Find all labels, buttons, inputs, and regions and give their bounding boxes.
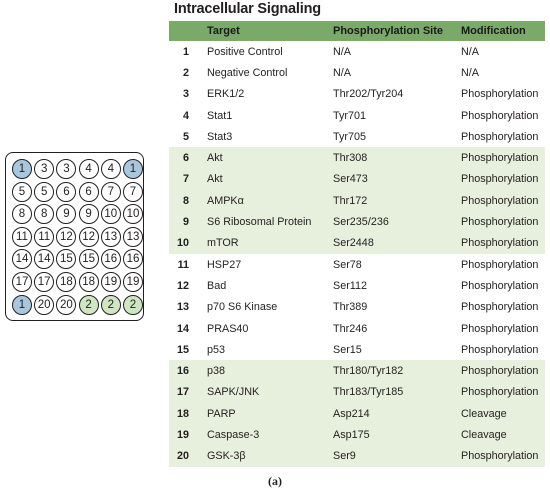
array-spot: 17 bbox=[34, 272, 54, 292]
row-target: AMPKα bbox=[207, 194, 244, 207]
row-number: 9 bbox=[182, 216, 189, 229]
row-modification: N/A bbox=[461, 45, 479, 58]
table-row bbox=[169, 382, 545, 403]
array-spot: 4 bbox=[79, 159, 99, 179]
row-target: GSK-3β bbox=[207, 450, 246, 463]
table-row bbox=[169, 403, 545, 424]
array-spot: 16 bbox=[101, 249, 121, 269]
row-site: Ser9 bbox=[333, 450, 356, 463]
row-target: ERK1/2 bbox=[207, 88, 245, 101]
array-spot: 18 bbox=[56, 272, 76, 292]
table-header bbox=[169, 21, 545, 41]
row-modification: Cleavage bbox=[461, 428, 507, 441]
header-site: Phosphorylation Site bbox=[333, 25, 444, 37]
table-row bbox=[169, 360, 545, 381]
table-row bbox=[169, 190, 545, 211]
table-row bbox=[169, 41, 545, 62]
row-number: 15 bbox=[176, 343, 189, 356]
row-target: Akt bbox=[207, 173, 223, 186]
row-modification: Phosphorylation bbox=[461, 343, 539, 356]
row-modification: Phosphorylation bbox=[461, 152, 539, 165]
table-row bbox=[169, 62, 545, 83]
table-row bbox=[169, 211, 545, 232]
antibody-array-map bbox=[5, 152, 144, 321]
row-modification: N/A bbox=[461, 66, 479, 79]
row-number: 10 bbox=[176, 237, 189, 250]
table-row bbox=[169, 339, 545, 360]
row-target: S6 Ribosomal Protein bbox=[207, 216, 312, 229]
array-spot: 11 bbox=[12, 227, 32, 247]
array-spot: 10 bbox=[123, 204, 143, 224]
array-spot: 11 bbox=[34, 227, 54, 247]
array-spot: 7 bbox=[101, 182, 121, 202]
array-spot: 1 bbox=[123, 159, 143, 179]
row-target: PRAS40 bbox=[207, 322, 249, 335]
array-spot: 13 bbox=[101, 227, 121, 247]
row-target: p70 S6 Kinase bbox=[207, 301, 278, 314]
array-spot: 18 bbox=[79, 272, 99, 292]
row-modification: Phosphorylation bbox=[461, 88, 539, 101]
array-spot: 12 bbox=[56, 227, 76, 247]
array-spot: 9 bbox=[79, 204, 99, 224]
row-site: N/A bbox=[333, 66, 351, 79]
table-row bbox=[169, 105, 545, 126]
row-site: N/A bbox=[333, 45, 351, 58]
row-modification: Phosphorylation bbox=[461, 216, 539, 229]
array-spot: 5 bbox=[12, 182, 32, 202]
array-spot: 6 bbox=[79, 182, 99, 202]
row-modification: Phosphorylation bbox=[461, 386, 539, 399]
row-target: Positive Control bbox=[207, 45, 283, 58]
table-row bbox=[169, 424, 545, 445]
row-site: Thr308 bbox=[333, 152, 368, 165]
table-title: Intracellular Signaling bbox=[174, 1, 321, 17]
row-number: 5 bbox=[182, 130, 189, 143]
row-site: Thr246 bbox=[333, 322, 368, 335]
array-spot: 16 bbox=[123, 249, 143, 269]
row-site: Ser473 bbox=[333, 173, 368, 186]
row-number: 16 bbox=[176, 365, 189, 378]
array-spot: 8 bbox=[34, 204, 54, 224]
row-modification: Phosphorylation bbox=[461, 258, 539, 271]
array-spot: 1 bbox=[12, 159, 32, 179]
table-row bbox=[169, 169, 545, 190]
table-row bbox=[169, 84, 545, 105]
row-number: 17 bbox=[176, 386, 189, 399]
array-spot: 8 bbox=[12, 204, 32, 224]
array-spot: 20 bbox=[34, 295, 54, 315]
row-number: 3 bbox=[182, 88, 189, 101]
row-number: 18 bbox=[176, 407, 189, 420]
table-row bbox=[169, 254, 545, 275]
row-number: 11 bbox=[177, 258, 189, 271]
table-row bbox=[169, 233, 545, 254]
row-modification: Phosphorylation bbox=[461, 109, 539, 122]
row-modification: Phosphorylation bbox=[461, 130, 539, 143]
array-spot: 13 bbox=[123, 227, 143, 247]
array-spot: 10 bbox=[101, 204, 121, 224]
row-site: Thr180/Tyr182 bbox=[333, 365, 404, 378]
row-number: 8 bbox=[182, 194, 189, 207]
row-modification: Phosphorylation bbox=[461, 450, 539, 463]
array-spot: 9 bbox=[56, 204, 76, 224]
figure-caption: (a) bbox=[268, 474, 282, 488]
row-target: mTOR bbox=[207, 237, 239, 250]
row-target: p53 bbox=[207, 343, 226, 356]
row-site: Asp214 bbox=[333, 407, 370, 420]
row-modification: Phosphorylation bbox=[461, 301, 539, 314]
row-target: Stat1 bbox=[207, 109, 233, 122]
row-number: 6 bbox=[182, 152, 189, 165]
table-row bbox=[169, 275, 545, 296]
array-spot: 15 bbox=[56, 249, 76, 269]
row-number: 19 bbox=[176, 428, 189, 441]
row-number: 1 bbox=[182, 45, 189, 58]
array-spot: 19 bbox=[101, 272, 121, 292]
row-number: 12 bbox=[176, 279, 189, 292]
row-number: 4 bbox=[182, 109, 189, 122]
row-site: Thr172 bbox=[333, 194, 368, 207]
targets-table bbox=[169, 21, 545, 467]
array-spot: 4 bbox=[101, 159, 121, 179]
row-modification: Cleavage bbox=[461, 407, 507, 420]
row-number: 2 bbox=[182, 66, 189, 79]
row-site: Thr202/Tyr204 bbox=[333, 88, 404, 101]
row-target: SAPK/JNK bbox=[207, 386, 260, 399]
array-spot: 20 bbox=[56, 295, 76, 315]
row-number: 7 bbox=[182, 173, 189, 186]
table-row bbox=[169, 446, 545, 467]
header-target: Target bbox=[207, 25, 240, 37]
row-site: Ser78 bbox=[333, 258, 362, 271]
array-spot: 1 bbox=[12, 295, 32, 315]
row-modification: Phosphorylation bbox=[461, 173, 539, 186]
row-target: Stat3 bbox=[207, 130, 233, 143]
row-modification: Phosphorylation bbox=[461, 194, 539, 207]
table-row bbox=[169, 297, 545, 318]
row-number: 20 bbox=[176, 450, 189, 463]
row-site: Thr389 bbox=[333, 301, 368, 314]
row-site: Ser112 bbox=[333, 279, 368, 292]
array-spot: 2 bbox=[79, 295, 99, 315]
row-modification: Phosphorylation bbox=[461, 365, 539, 378]
row-site: Ser15 bbox=[333, 343, 362, 356]
row-modification: Phosphorylation bbox=[461, 322, 539, 335]
row-site: Tyr705 bbox=[333, 130, 367, 143]
array-spot: 2 bbox=[123, 295, 143, 315]
table-body bbox=[169, 41, 545, 467]
array-spot: 2 bbox=[101, 295, 121, 315]
table-row bbox=[169, 126, 545, 147]
row-target: Bad bbox=[207, 279, 227, 292]
array-spot: 15 bbox=[79, 249, 99, 269]
row-site: Ser2448 bbox=[333, 237, 374, 250]
row-target: Negative Control bbox=[207, 66, 288, 79]
row-target: p38 bbox=[207, 365, 226, 378]
array-spot: 6 bbox=[56, 182, 76, 202]
row-site: Tyr701 bbox=[333, 109, 367, 122]
array-spot: 14 bbox=[34, 249, 54, 269]
row-target: PARP bbox=[207, 407, 236, 420]
array-spot: 19 bbox=[123, 272, 143, 292]
array-spot: 3 bbox=[34, 159, 54, 179]
header-modification: Modification bbox=[461, 25, 526, 37]
row-number: 14 bbox=[176, 322, 189, 335]
row-target: HSP27 bbox=[207, 258, 242, 271]
row-site: Ser235/236 bbox=[333, 216, 389, 229]
row-modification: Phosphorylation bbox=[461, 237, 539, 250]
table-row bbox=[169, 318, 545, 339]
array-spot: 14 bbox=[12, 249, 32, 269]
array-spot: 3 bbox=[56, 159, 76, 179]
row-target: Caspase-3 bbox=[207, 428, 260, 441]
row-site: Asp175 bbox=[333, 428, 370, 441]
row-modification: Phosphorylation bbox=[461, 279, 539, 292]
table-row bbox=[169, 147, 545, 168]
row-target: Akt bbox=[207, 152, 223, 165]
array-spot: 17 bbox=[12, 272, 32, 292]
array-spot: 7 bbox=[123, 182, 143, 202]
row-site: Thr183/Tyr185 bbox=[333, 386, 404, 399]
array-spot: 5 bbox=[34, 182, 54, 202]
array-spot: 12 bbox=[79, 227, 99, 247]
row-number: 13 bbox=[176, 301, 189, 314]
